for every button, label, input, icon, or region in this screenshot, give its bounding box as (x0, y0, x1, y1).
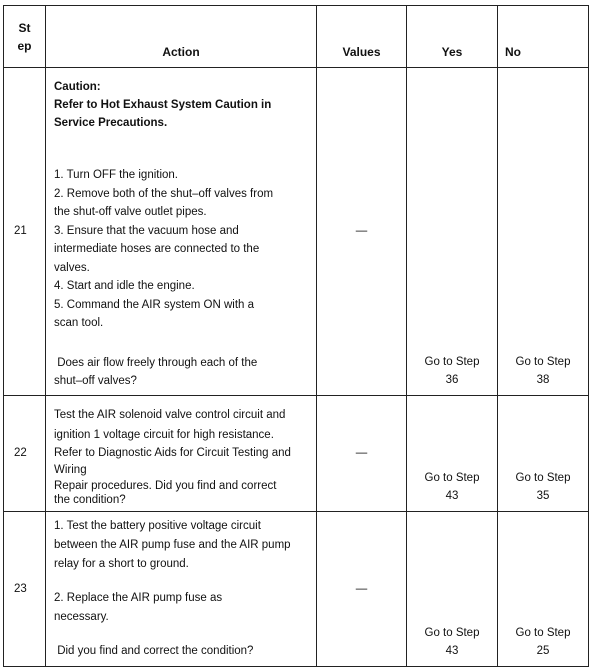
yes-label: Go to Step (424, 355, 480, 368)
header-step (4, 6, 46, 68)
question-line: Did you find and correct the condition? (54, 644, 254, 657)
action-line: relay for a short to ground. (54, 557, 189, 570)
step-number: 23 (4, 511, 46, 666)
header-values: Values (317, 6, 407, 68)
action-line: the condition? (54, 493, 126, 506)
no-step-number: 38 (536, 374, 550, 386)
action-line: Repair procedures. Did you find and correct (54, 479, 277, 492)
yes-step-number: 43 (445, 645, 459, 657)
no-cell (498, 511, 589, 666)
action-line: necessary. (54, 610, 109, 623)
no-label: Go to Step (515, 471, 571, 484)
yes-label: Go to Step (424, 626, 480, 639)
no-label: Go to Step (515, 626, 571, 639)
yes-step-number: 43 (445, 490, 459, 502)
yes-cell (407, 511, 498, 666)
no-label: Go to Step (515, 355, 571, 368)
action-line: Test the AIR solenoid valve control circuit and (54, 408, 286, 421)
question-line: shut–off valves? (54, 375, 137, 387)
action-line: ignition 1 voltage circuit for high resistance. (54, 428, 274, 441)
yes-cell (407, 395, 498, 511)
action-cell (46, 511, 317, 666)
yes-cell (407, 68, 498, 396)
header-row (4, 6, 589, 68)
values-cell: — (317, 68, 407, 396)
header-yes: Yes (407, 6, 498, 68)
action-cell (46, 395, 317, 511)
yes-step-number: 36 (445, 374, 459, 386)
action-cell (46, 68, 317, 396)
caution-block (54, 78, 310, 132)
caution-title: Caution: (54, 81, 101, 93)
action-line: the shut-off valve outlet pipes. (54, 206, 207, 218)
step-number: 22 (4, 395, 46, 511)
action-line: 1. Turn OFF the ignition. (54, 169, 179, 181)
action-line: 3. Ensure that the vacuum hose and (54, 224, 239, 237)
action-line: intermediate hoses are connected to the (54, 243, 260, 255)
table-row (4, 395, 589, 511)
header-no: No (498, 6, 589, 68)
table-row (4, 68, 589, 396)
action-line: 4. Start and idle the engine. (54, 280, 195, 292)
action-line: Refer to Diagnostic Aids for Circuit Testing and Wiring (54, 446, 291, 476)
step-number: 21 (4, 68, 46, 396)
values-cell: — (317, 511, 407, 666)
no-step-number: 25 (536, 645, 550, 657)
header-step-line-2: ep (17, 38, 32, 53)
action-line: 1. Test the battery positive voltage circuit (54, 519, 261, 532)
action-line: scan tool. (54, 317, 104, 329)
no-cell (498, 68, 589, 396)
action-line: 5. Command the AIR system ON with a (54, 298, 255, 311)
no-step-number: 35 (536, 490, 550, 502)
no-cell (498, 395, 589, 511)
table-row (4, 511, 589, 666)
caution-line: Service Precautions. (54, 117, 168, 129)
header-action: Action (46, 6, 317, 68)
action-line: between the AIR pump fuse and the AIR pump (54, 538, 291, 551)
yes-label: Go to Step (424, 471, 480, 484)
values-cell: — (317, 395, 407, 511)
action-line: 2. Remove both of the shut–off valves from (54, 187, 274, 200)
diagnostic-table (3, 5, 589, 667)
question-line: Does air flow freely through each of the (54, 356, 258, 369)
caution-line: Refer to Hot Exhaust System Caution in (54, 99, 272, 111)
action-line: 2. Replace the AIR pump fuse as (54, 591, 223, 604)
header-step-line-1: St (18, 20, 31, 35)
action-line: valves. (54, 261, 90, 274)
